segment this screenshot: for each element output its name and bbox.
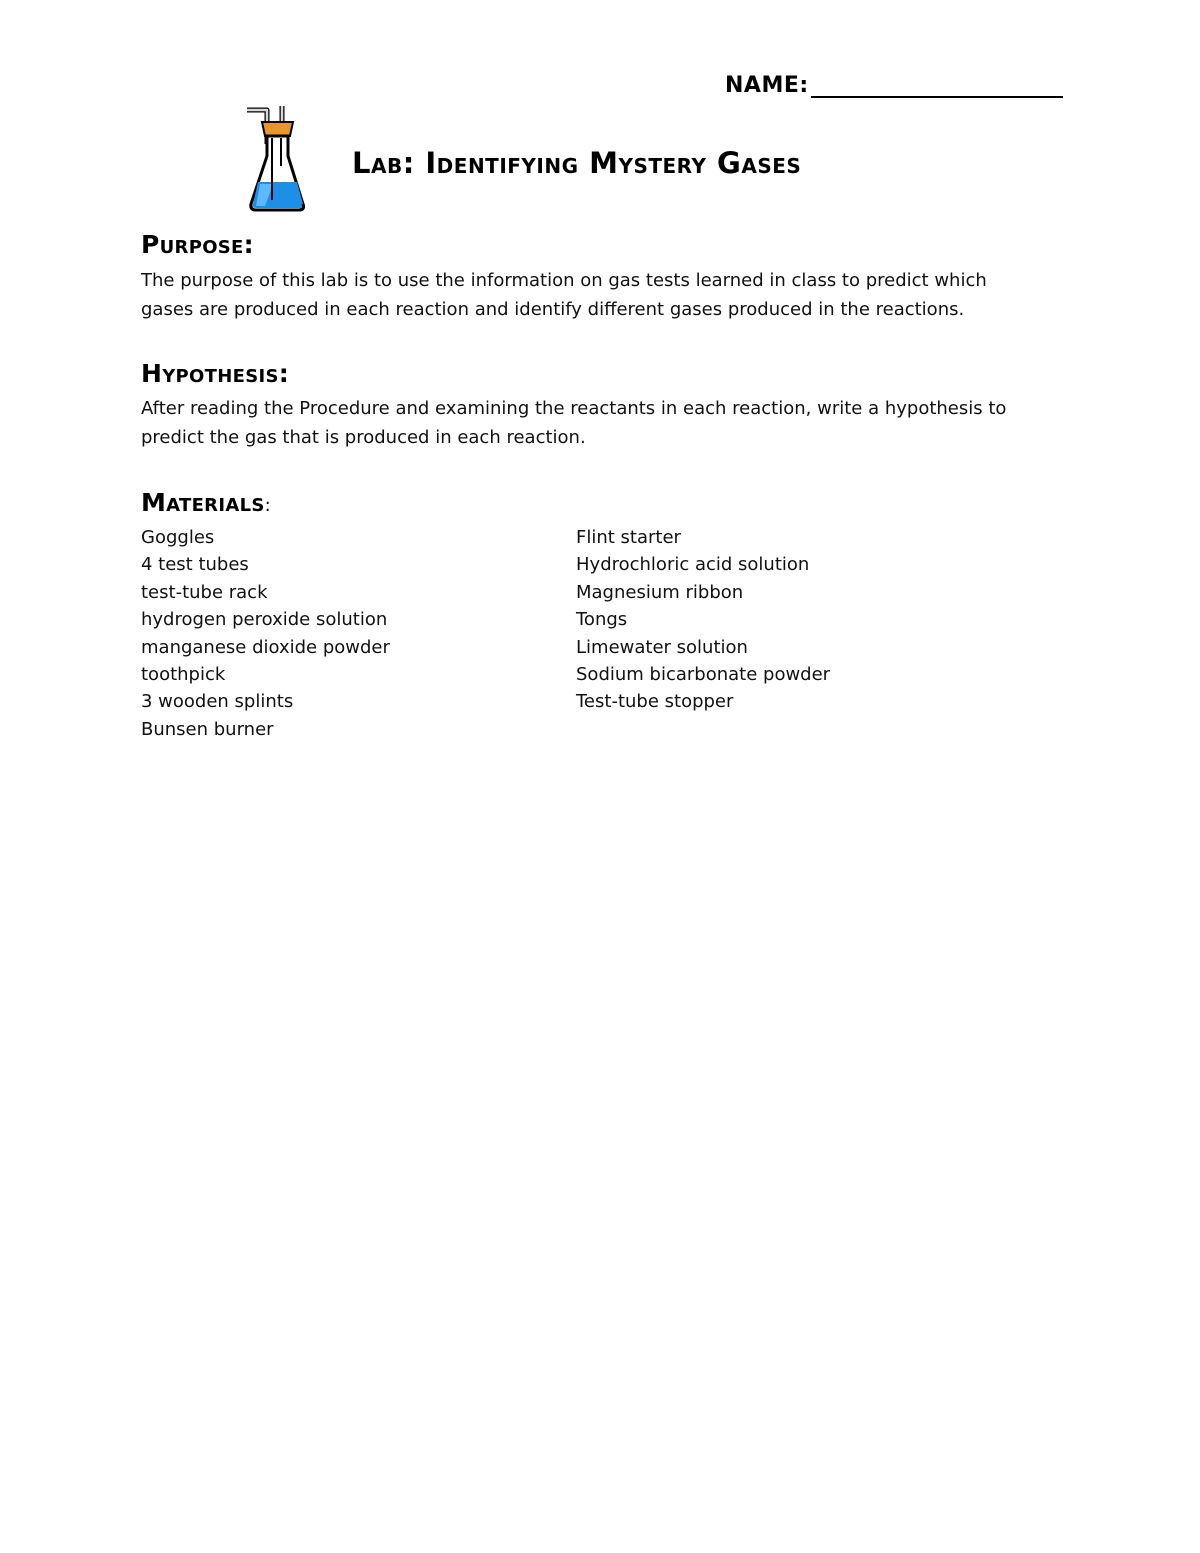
material-item: Goggles xyxy=(141,527,215,548)
material-item: test-tube rack xyxy=(141,581,268,603)
purpose-text: The purpose of this lab is to use the information on gas tests learned in class to predict which gases are produced in each reaction and identify different gases produced in the reactions. xyxy=(141,270,987,320)
material-item: 3 wooden splints xyxy=(141,691,294,713)
page-title: Lab: Identifying Mystery Gases xyxy=(352,146,802,180)
material-item: Test-tube stopper xyxy=(576,691,734,713)
material-item: toothpick xyxy=(141,664,226,686)
materials-heading-label: Materials xyxy=(141,488,265,517)
material-item: 4 test tubes xyxy=(141,554,249,576)
materials-heading xyxy=(141,488,271,517)
materials-list-left xyxy=(141,524,390,743)
purpose-heading: Purpose: xyxy=(141,230,254,259)
material-item: Flint starter xyxy=(576,527,681,548)
material-item: Tongs xyxy=(576,609,628,631)
flask-icon xyxy=(243,104,309,214)
material-item: Hydrochloric acid solution xyxy=(576,554,810,576)
hypothesis-text: After reading the Procedure and examining the reactants in each reaction, write a hypothesis to predict the gas that is produced in each reaction. xyxy=(141,398,1007,448)
material-item: Sodium bicarbonate powder xyxy=(576,664,831,686)
name-field xyxy=(725,72,1063,98)
materials-list-right xyxy=(576,524,830,716)
materials-heading-colon: : xyxy=(264,495,271,516)
name-blank-line xyxy=(811,72,1063,98)
material-item: manganese dioxide powder xyxy=(141,636,390,658)
material-item: Limewater solution xyxy=(576,636,748,658)
hypothesis-heading: Hypothesis: xyxy=(141,359,290,388)
material-item: Bunsen burner xyxy=(141,718,274,740)
name-label: NAME: xyxy=(725,73,809,98)
material-item: Magnesium ribbon xyxy=(576,581,744,603)
material-item: hydrogen peroxide solution xyxy=(141,609,388,631)
